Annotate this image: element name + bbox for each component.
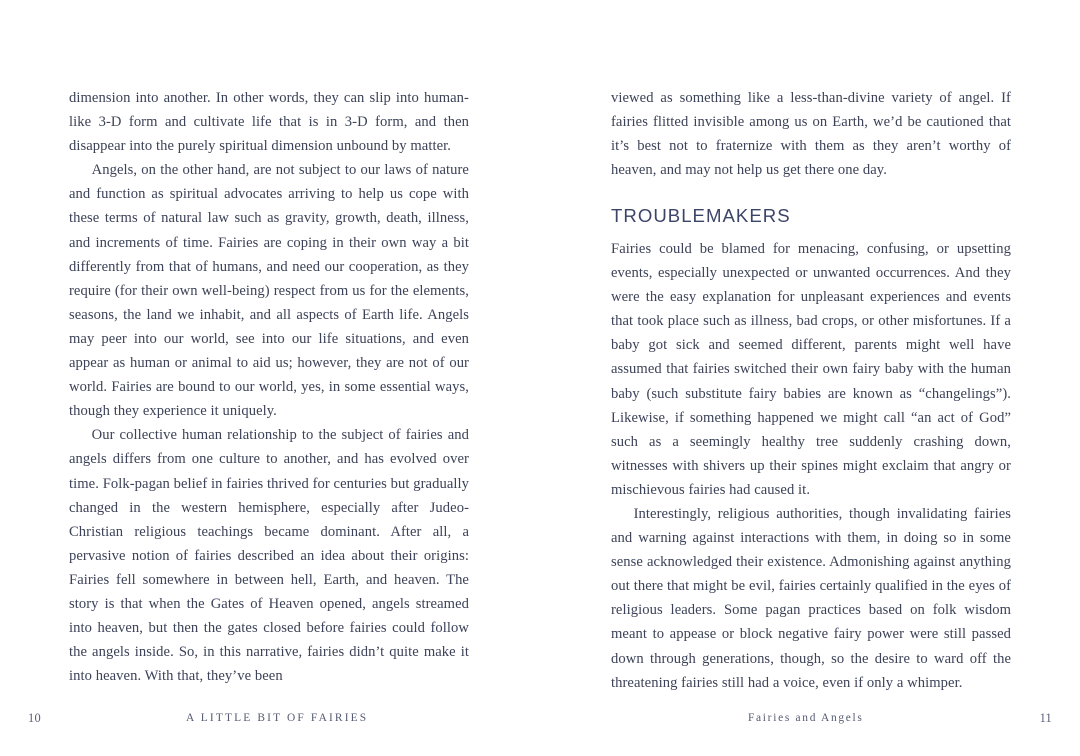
right-page-footer <box>540 696 1080 756</box>
paragraph: Interestingly, religious authorities, though invalidating fairies and warning against interactions with them, in doing so in some sense acknowledged their existence. Admonishing against anything out there that might be evil, fairies certainly qualified in the eyes of religious leaders. Some pagan practices based on folk wisdom meant to appease or block negative fairy power were still passed down through generations, though, so the desire to ward off the threatening fairies still had a voice, even if only a whimper. <box>611 506 1011 691</box>
paragraph: dimension into another. In other words, they can slip into human-like 3-D form and cultivate life that is in 3-D form, and then disappear into the purely spiritual dimension unbound by matter. <box>69 90 469 155</box>
right-page-text-column <box>611 86 1011 695</box>
page-right <box>540 0 1080 756</box>
paragraph: viewed as something like a less-than-divine variety of angel. If fairies flitted invisible among us on Earth, we’d be cautioned that it’s best not to fraternize with them as they aren’t worthy of heaven, and may not help us get there one day. <box>611 90 1011 179</box>
section-heading-block <box>611 182 1011 237</box>
left-page-text-column <box>69 86 469 688</box>
paragraph: Our collective human relationship to the subject of fairies and angels differs from one culture to another, and has evolved over time. Folk-pagan belief in fairies thrived for centuries but gradually changed in the western hemisphere, especially after Judeo-Christian religious teachings became dominant. After all, a pervasive notion of fairies described an idea about their origins: Fairies fell somewhere in between hell, Earth, and heaven. The story is that when the Gates of Heaven opened, angels streamed into heaven, but then the gates closed before fairies could follow the angels inside. So, in this narrative, fairies didn’t quite make it into heaven. With that, they’ve been <box>69 427 469 685</box>
running-head-right: Fairies and Angels <box>748 712 864 724</box>
running-head-left: A LITTLE BIT OF FAIRIES <box>186 712 369 724</box>
paragraph: Fairies could be blamed for menacing, confusing, or upsetting events, especially unexpected or unwanted occurrences. And they were the easy explanation for unpleasant experiences and events that took place such as illness, bad crops, or other misfortunes. If a baby got sick and seemed different, parents might well have assumed that fairies switched their own fairy baby with the human baby (such substitute fairy babies are known as “changelings”). Likewise, if something happened we might call “an act of God” such as a seemingly healthy tree suddenly crashing down, witnesses with shivers up their spines might exclaim that angry or mischievous fairies had caused it. <box>611 240 1011 498</box>
page-number-right: 11 <box>1039 711 1052 725</box>
section-heading-troublemakers: TROUBLEMAKERS <box>611 205 791 227</box>
page-number-left: 10 <box>28 711 41 725</box>
paragraph: Angels, on the other hand, are not subject to our laws of nature and function as spiritual advocates arriving to help us cope with these terms of natural law such as gravity, growth, death, illness, and increments of time. Fairies are coping in their own way a bit differently from that of humans, and need our cooperation, as they require (for their own well-being) respect from us for the elements, seasons, the land we inhabit, and all aspects of Earth life. Angels may peer into our world, see into our life situations, and even appear as human or animal to aid us; however, they are not of our world. Fairies are bound to our world, yes, in some essential ways, though they experience it uniquely. <box>69 162 469 420</box>
left-page-footer <box>0 696 540 756</box>
